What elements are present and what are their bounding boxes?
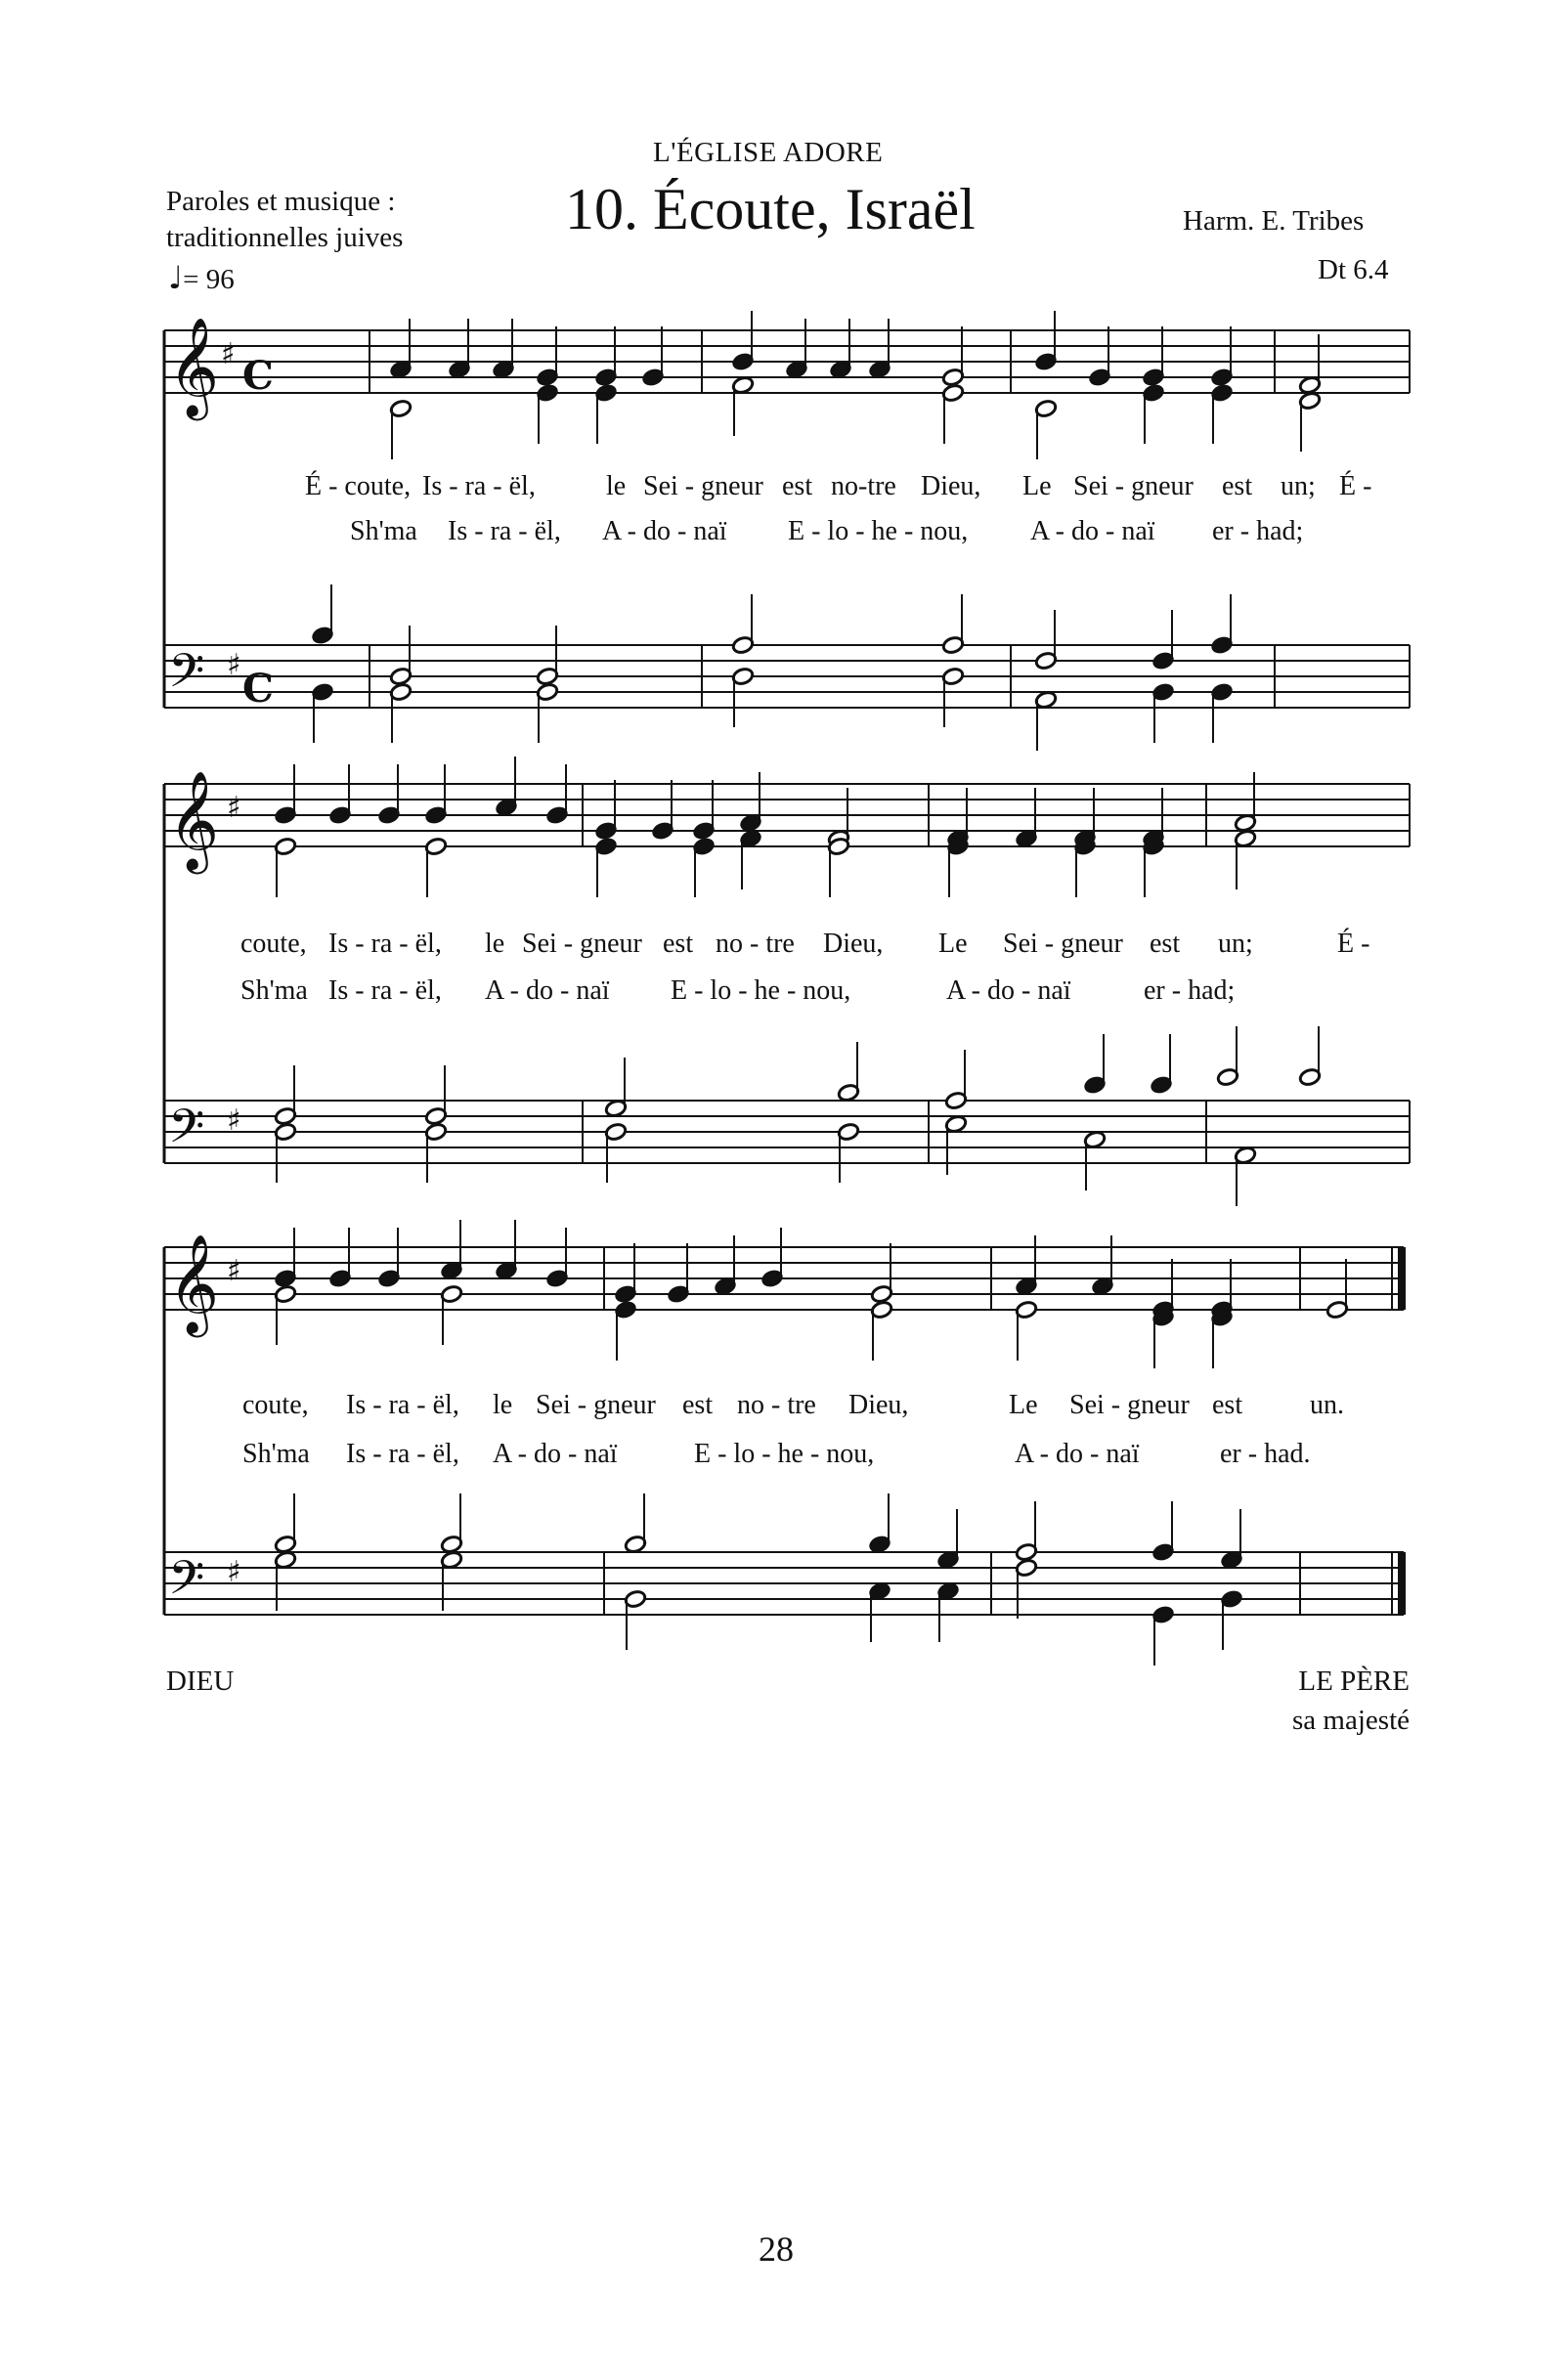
lyric-syllable: Le bbox=[1022, 471, 1052, 501]
lyric-syllable: est bbox=[663, 929, 694, 959]
lyric-syllable: no - tre bbox=[716, 929, 795, 959]
sharp-icon: ♯ bbox=[227, 1254, 241, 1288]
lyric-syllable: coute, bbox=[242, 1390, 309, 1420]
sharp-icon: ♯ bbox=[227, 791, 241, 825]
hymn-title: 10. Écoute, Israël bbox=[565, 177, 976, 241]
scripture-reference: Dt 6.4 bbox=[1318, 254, 1389, 285]
page-number: 28 bbox=[759, 2229, 794, 2269]
lyric-syllable: Sei - gneur bbox=[643, 471, 763, 501]
lyric-syllable: est bbox=[1150, 929, 1181, 959]
sharp-icon: ♯ bbox=[227, 1555, 241, 1589]
harmonization-credit: Harm. E. Tribes bbox=[1183, 205, 1365, 237]
lyric-syllable: A - do - naï bbox=[946, 975, 1071, 1006]
lyric-syllable: Sei - gneur bbox=[1003, 929, 1123, 959]
lyric-syllable: Le bbox=[938, 929, 968, 959]
lyric-syllable: A - do - naï bbox=[602, 516, 727, 546]
lyric-syllable: É - coute, bbox=[305, 471, 412, 501]
lyric-syllable: Is - ra - ël, bbox=[346, 1390, 459, 1420]
lyric-syllable: Is - ra - ël, bbox=[422, 471, 536, 501]
lyric-syllable: coute, bbox=[240, 929, 307, 959]
bass-clef-icon: 𝄢 bbox=[168, 643, 205, 710]
credit-line-1: Paroles et musique : bbox=[166, 186, 396, 217]
lyric-syllable: un; bbox=[1281, 471, 1316, 501]
lyric-syllable: Sh'ma bbox=[350, 516, 417, 546]
lyric-syllable: est bbox=[1212, 1390, 1243, 1420]
lyric-syllable: A - do - naï bbox=[1015, 1439, 1140, 1469]
sharp-icon: ♯ bbox=[227, 1103, 241, 1138]
lyric-syllable: no-tre bbox=[831, 471, 896, 501]
lyric-syllable: Is - ra - ël, bbox=[328, 975, 442, 1006]
lyric-syllable: Sh'ma bbox=[242, 1439, 310, 1469]
bass-clef-icon: 𝄢 bbox=[168, 1099, 205, 1165]
lyric-syllable: Sei - gneur bbox=[536, 1390, 656, 1420]
lyric-syllable: le bbox=[606, 471, 627, 501]
lyric-syllable: Sei - gneur bbox=[1069, 1390, 1190, 1420]
sharp-icon: ♯ bbox=[227, 648, 241, 682]
lyric-syllable: Is - ra - ël, bbox=[448, 516, 561, 546]
bass-clef-icon: 𝄢 bbox=[168, 1550, 205, 1617]
system-2-treble-staff bbox=[164, 784, 1410, 846]
lyric-syllable: Sei - gneur bbox=[1073, 471, 1194, 501]
lyric-syllable: er - had. bbox=[1220, 1439, 1311, 1469]
common-time-icon: C bbox=[242, 353, 274, 399]
lyric-syllable: Le bbox=[1009, 1390, 1038, 1420]
lyric-syllable: Dieu, bbox=[848, 1390, 909, 1420]
lyric-syllable: er - had; bbox=[1144, 975, 1236, 1006]
quarter-note-icon: ♩ bbox=[168, 259, 184, 296]
lyric-syllable: Is - ra - ël, bbox=[328, 929, 442, 959]
lyric-syllable: est bbox=[1222, 471, 1253, 501]
footer-category-right: LE PÈRE bbox=[1298, 1666, 1410, 1697]
lyric-syllable: no - tre bbox=[737, 1390, 816, 1420]
lyric-syllable: Dieu, bbox=[921, 471, 981, 501]
footer-category-left: DIEU bbox=[166, 1666, 235, 1697]
system-3-bass-staff bbox=[164, 1552, 1404, 1615]
lyric-syllable: est bbox=[682, 1390, 714, 1420]
sharp-icon: ♯ bbox=[221, 337, 236, 371]
lyric-syllable: A - do - naï bbox=[1030, 516, 1155, 546]
lyric-syllable: Is - ra - ël, bbox=[346, 1439, 459, 1469]
lyric-syllable: A - do - naï bbox=[493, 1439, 618, 1469]
lyric-syllable: est bbox=[782, 471, 813, 501]
final-barline bbox=[1392, 1247, 1402, 1615]
section-title: L'ÉGLISE ADORE bbox=[653, 137, 884, 168]
credit-line-2: traditionnelles juives bbox=[166, 222, 404, 253]
lyric-syllable: E - lo - he - nou, bbox=[788, 516, 969, 546]
system-2-bass-staff bbox=[164, 1101, 1410, 1163]
lyric-syllable: É - bbox=[1339, 471, 1372, 501]
treble-clef-icon: 𝄞 bbox=[168, 769, 220, 870]
lyric-syllable: É - bbox=[1337, 929, 1370, 959]
lyric-syllable: E - lo - he - nou, bbox=[671, 975, 851, 1006]
lyric-syllable: le bbox=[485, 929, 505, 959]
lyric-syllable: le bbox=[493, 1390, 513, 1420]
lyric-syllable: Sh'ma bbox=[240, 975, 308, 1006]
lyric-syllable: un. bbox=[1310, 1390, 1344, 1420]
footer-subcategory-right: sa majesté bbox=[1292, 1705, 1410, 1736]
treble-clef-icon: 𝄞 bbox=[168, 316, 220, 416]
lyric-syllable: A - do - naï bbox=[485, 975, 610, 1006]
lyric-syllable: Sei - gneur bbox=[522, 929, 642, 959]
lyric-syllable: er - had; bbox=[1212, 516, 1304, 546]
tempo-marking: ♩= 96 bbox=[168, 259, 235, 296]
lyric-syllable: E - lo - he - nou, bbox=[694, 1439, 875, 1469]
lyric-syllable: un; bbox=[1218, 929, 1253, 959]
lyric-syllable: Dieu, bbox=[823, 929, 884, 959]
common-time-icon: C bbox=[242, 666, 274, 712]
treble-clef-icon: 𝄞 bbox=[168, 1233, 220, 1333]
